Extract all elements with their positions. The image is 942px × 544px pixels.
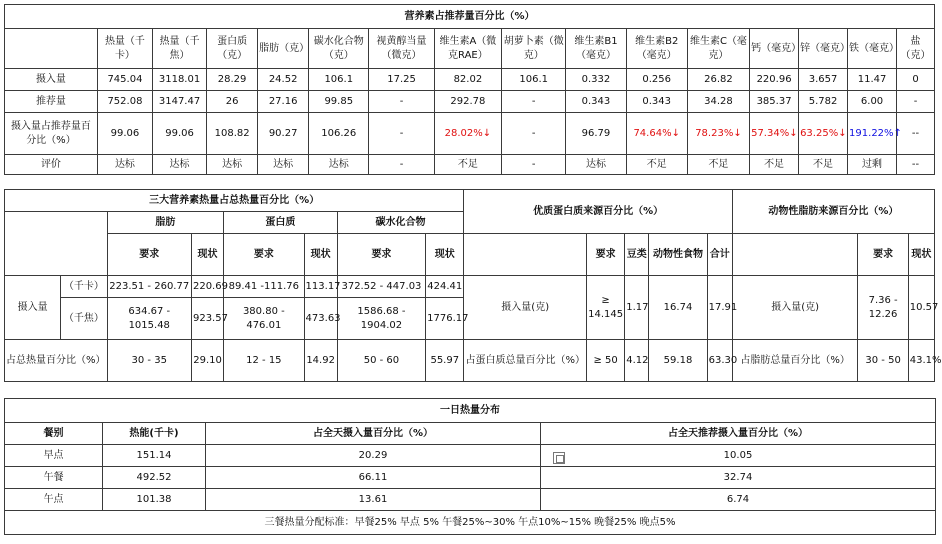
table1-row-label: 评价 <box>5 155 98 175</box>
meal-cell: 午餐 <box>5 467 103 489</box>
meal-cell: 13.61 <box>206 489 541 511</box>
table1-cell: 220.96 <box>750 69 799 91</box>
protein-header: 蛋白质 <box>224 212 338 234</box>
table1-header: 热量（千卡） <box>97 29 152 69</box>
table1-cell: 191.22%↑ <box>848 113 897 155</box>
table1-cell: 3118.01 <box>153 69 207 91</box>
table1-header: 脂肪（克） <box>258 29 309 69</box>
table1-cell: 108.82 <box>207 113 258 155</box>
table1-cell: 106.1 <box>309 69 369 91</box>
table1-header: 铁（毫克） <box>848 29 897 69</box>
pct-row-label: 占总热量百分比（%） <box>5 340 108 382</box>
kcal-value: 424.41 <box>426 276 464 298</box>
table1-header: 蛋白质（克） <box>207 29 258 69</box>
table1-cell: 24.52 <box>258 69 309 91</box>
animal-fat-value: 10.57 <box>908 276 934 340</box>
table1-cell: - <box>502 155 566 175</box>
macro-title: 三大营养素热量占总热量百分比（%） <box>5 190 464 212</box>
table1-cell: 达标 <box>97 155 152 175</box>
table1-cell: 不足 <box>687 155 749 175</box>
kj-value: 1586.68 - 1904.02 <box>337 298 425 340</box>
quality-protein-pct: 4.12 <box>625 340 649 382</box>
table1-row-label: 摄入量 <box>5 69 98 91</box>
table1-cell: 不足 <box>434 155 501 175</box>
table1-cell: 99.06 <box>97 113 152 155</box>
table1-cell: 不足 <box>750 155 799 175</box>
table1-cell: 0.332 <box>566 69 626 91</box>
animal-fat-cur-header: 现状 <box>908 234 934 276</box>
table1-cell: - <box>369 113 434 155</box>
meal-standard-note: 三餐热量分配标准：早餐25% 早点 5% 午餐25%~30% 午点10%~15% 晚餐25% 晚点5% <box>5 511 936 535</box>
animal-fat-value: 7.36 - 12.26 <box>858 276 908 340</box>
table1-cell: 385.37 <box>750 91 799 113</box>
table1-cell: 0.343 <box>626 91 687 113</box>
energy-header: 热能(千卡) <box>103 423 206 445</box>
kcal-value: 372.52 - 447.03 <box>337 276 425 298</box>
table1-cell: 99.06 <box>153 113 207 155</box>
table1-row-label: 推荐量 <box>5 91 98 113</box>
animal-fat-pct: 30 - 50 <box>858 340 908 382</box>
meal-cell: 6.74 <box>541 489 936 511</box>
daily-energy-title: 一日热量分布 <box>5 399 936 423</box>
protein-req-header: 要求 <box>224 234 304 276</box>
table1-cell: 11.47 <box>848 69 897 91</box>
table1-cell: 0.343 <box>566 91 626 113</box>
table1-cell: 26 <box>207 91 258 113</box>
soy-header: 豆类 <box>625 234 649 276</box>
fat-cur-header: 现状 <box>191 234 223 276</box>
pct-value: 29.10 <box>191 340 223 382</box>
animal-fat-title: 动物性脂肪来源百分比（%） <box>732 190 934 234</box>
table1-title: 营养素占推荐量百分比（%） <box>5 5 935 29</box>
table1-row <box>5 91 935 113</box>
nutrient-percentage-table <box>4 4 935 175</box>
table1-header: 热量（千焦） <box>153 29 207 69</box>
quality-protein-pct: 63.30 <box>707 340 732 382</box>
macro-energy-table <box>4 189 942 382</box>
carb-req-header: 要求 <box>337 234 425 276</box>
meal-cell: 午点 <box>5 489 103 511</box>
table1-cell: -- <box>897 155 935 175</box>
meal-row <box>5 445 936 467</box>
table1-cell: 17.25 <box>369 69 434 91</box>
table1-header: 胡萝卜素（微克） <box>502 29 566 69</box>
table1-row <box>5 113 935 155</box>
meal-cell: 10.05 <box>541 445 936 467</box>
table1-cell: 26.82 <box>687 69 749 91</box>
quality-protein-blank <box>464 234 587 276</box>
table1-cell: 达标 <box>207 155 258 175</box>
animal-fat-blank <box>732 234 858 276</box>
pct-value: 12 - 15 <box>224 340 304 382</box>
table1-cell: 0.256 <box>626 69 687 91</box>
table1-cell: 74.64%↓ <box>626 113 687 155</box>
quality-protein-pct: ≥ 50 <box>587 340 625 382</box>
table1-cell: 96.79 <box>566 113 626 155</box>
quality-protein-intake-label: 摄入量(克) <box>464 276 587 340</box>
meal-cell: 32.74 <box>541 467 936 489</box>
table1-cell: 5.782 <box>799 91 848 113</box>
protein-cur-header: 现状 <box>304 234 337 276</box>
table1-cell: 达标 <box>309 155 369 175</box>
table1-cell: 0 <box>897 69 935 91</box>
table1-cell: 28.29 <box>207 69 258 91</box>
quality-protein-value: 17.91 <box>707 276 732 340</box>
daily-energy-table <box>4 398 936 535</box>
table1-cell: 99.85 <box>309 91 369 113</box>
table1-header: 碳水化合物（克） <box>309 29 369 69</box>
pct-value: 30 - 35 <box>107 340 191 382</box>
table1-cell: 达标 <box>566 155 626 175</box>
intake-pct-header: 占全天摄入量百分比（%） <box>206 423 541 445</box>
meal-cell: 66.11 <box>206 467 541 489</box>
kj-value: 634.67 - 1015.48 <box>107 298 191 340</box>
quality-protein-pct-label: 占蛋白质总量百分比（%） <box>464 340 587 382</box>
table1-cell: - <box>502 113 566 155</box>
meal-header: 餐别 <box>5 423 103 445</box>
table1-cell: 292.78 <box>434 91 501 113</box>
quality-protein-title: 优质蛋白质来源百分比（%） <box>464 190 732 234</box>
meal-cell: 151.14 <box>103 445 206 467</box>
table1-cell: 78.23%↓ <box>687 113 749 155</box>
meal-cell: 早点 <box>5 445 103 467</box>
quality-protein-value: 1.17 <box>625 276 649 340</box>
table1-header: 钙（毫克） <box>750 29 799 69</box>
meal-row <box>5 489 936 511</box>
table1-cell: 34.28 <box>687 91 749 113</box>
table1-header: 锌（毫克） <box>799 29 848 69</box>
table1-cell: 不足 <box>799 155 848 175</box>
table1-cell: 63.25%↓ <box>799 113 848 155</box>
table1-row <box>5 155 935 175</box>
meal-row <box>5 467 936 489</box>
quality-protein-pct: 59.18 <box>649 340 707 382</box>
table1-header: 维生素B2（毫克） <box>626 29 687 69</box>
kj-value: 380.80 - 476.01 <box>224 298 304 340</box>
kj-unit: （千焦） <box>61 298 107 340</box>
table1-cell: 106.26 <box>309 113 369 155</box>
kcal-value: 220.69 <box>191 276 223 298</box>
quality-protein-value: ≥ 14.145 <box>587 276 625 340</box>
table1-cell: -- <box>897 113 935 155</box>
table1-corner-cell <box>5 29 98 69</box>
table1-row-label: 摄入量占推荐量百分比（%） <box>5 113 98 155</box>
table1-cell: 27.16 <box>258 91 309 113</box>
table1-cell: 82.02 <box>434 69 501 91</box>
kj-value: 473.63 <box>304 298 337 340</box>
table1-cell: 57.34%↓ <box>750 113 799 155</box>
table1-cell: 28.02%↓ <box>434 113 501 155</box>
intake-row-label: 摄入量 <box>5 276 61 340</box>
table1-cell: 106.1 <box>502 69 566 91</box>
table1-cell: 过剩 <box>848 155 897 175</box>
table1-header: 维生素C（毫克） <box>687 29 749 69</box>
total-header: 合计 <box>707 234 732 276</box>
table1-cell: 达标 <box>258 155 309 175</box>
table1-header: 维生素B1（毫克） <box>566 29 626 69</box>
meal-cell: 492.52 <box>103 467 206 489</box>
fat-req-header: 要求 <box>107 234 191 276</box>
carb-header: 碳水化合物 <box>337 212 464 234</box>
animal-fat-intake-label: 摄入量(克) <box>732 276 858 340</box>
kcal-value: 113.17 <box>304 276 337 298</box>
table1-row <box>5 69 935 91</box>
table1-header: 视黄醇当量（微克） <box>369 29 434 69</box>
carb-cur-header: 现状 <box>426 234 464 276</box>
table1-header: 盐（克） <box>897 29 935 69</box>
recommended-pct-header: 占全天推荐摄入量百分比（%） <box>541 423 936 445</box>
kcal-value: 223.51 - 260.77 <box>107 276 191 298</box>
kcal-value: 89.41 -111.76 <box>224 276 304 298</box>
grid-icon[interactable] <box>553 452 565 464</box>
table1-cell: - <box>502 91 566 113</box>
quality-protein-req-header: 要求 <box>587 234 625 276</box>
pct-value: 55.97 <box>426 340 464 382</box>
table1-cell: 90.27 <box>258 113 309 155</box>
table1-cell: 达标 <box>153 155 207 175</box>
table1-cell: 3.657 <box>799 69 848 91</box>
table1-cell: 745.04 <box>97 69 152 91</box>
kj-value: 1776.17 <box>426 298 464 340</box>
pct-value: 14.92 <box>304 340 337 382</box>
animal-fat-req-header: 要求 <box>858 234 908 276</box>
kj-value: 923.57 <box>191 298 223 340</box>
table1-cell: - <box>897 91 935 113</box>
table1-cell: 6.00 <box>848 91 897 113</box>
animal-food-header: 动物性食物 <box>649 234 707 276</box>
table1-cell: - <box>369 91 434 113</box>
table1-cell: 752.08 <box>97 91 152 113</box>
table1-cell: 3147.47 <box>153 91 207 113</box>
table1-cell: - <box>369 155 434 175</box>
table1-cell: 不足 <box>626 155 687 175</box>
meal-cell: 20.29 <box>206 445 541 467</box>
quality-protein-value: 16.74 <box>649 276 707 340</box>
animal-fat-pct: 43.1% <box>908 340 934 382</box>
meal-cell: 101.38 <box>103 489 206 511</box>
pct-value: 50 - 60 <box>337 340 425 382</box>
macro-corner-cell <box>5 212 108 276</box>
fat-header: 脂肪 <box>107 212 224 234</box>
kcal-unit: （千卡） <box>61 276 107 298</box>
table1-header: 维生素A（微克RAE） <box>434 29 501 69</box>
animal-fat-pct-label: 占脂肪总量百分比（%） <box>732 340 858 382</box>
